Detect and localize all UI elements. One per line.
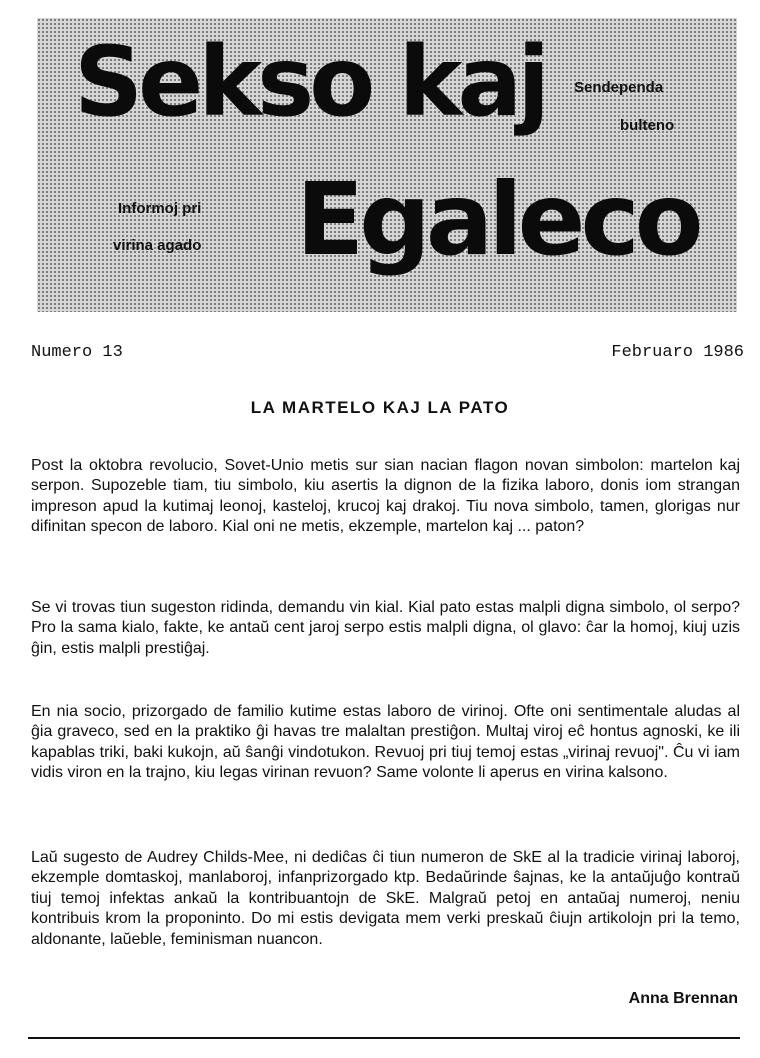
- article-paragraph-4: Laŭ sugesto de Audrey Childs-Mee, ni dediĉas ĉi tiun numeron de SkE al la tradicie virinaj laboroj, ekzemple domtaskoj, manlaboroj, infanprizorgado ktp. Bedaŭrinde ŝajnas, ke la antaŭjuĝo kontraŭ tiuj temoj infektas ankaŭ la kontribuantojn de SkE. Malgraŭ petoj en antaŭaj numeroj, neniu kontribuis krom la proponinto. Do mi estis devigata mem verki preskaŭ ĉiujn artikolojn pri la temo, aldonante, laŭeble, feminisman nuancon.: [31, 849, 740, 948]
- issue-number: Numero 13: [31, 343, 123, 362]
- article-headline: LA MARTELO KAJ LA PATO: [250, 398, 510, 417]
- bottom-rule: [28, 1037, 740, 1039]
- tagline-independent: Sendependa: [574, 79, 664, 96]
- tagline-bulletin: bulteno: [620, 117, 675, 134]
- newsletter-title-line-2: Egaleco: [296, 161, 699, 278]
- tagline-information: Informoj pri: [118, 200, 202, 217]
- article-paragraph-2: Se vi trovas tiun sugeston ridinda, demandu vin kial. Kial pato estas malpli digna simbolo, ol serpo? Pro la sama kialo, fakte, ke antaŭ cent jaroj serpo estis malpli digna, ol glavo: ĉar la homoj, kiuj uzis ĝin, estis malpli prestiĝaj.: [31, 599, 740, 657]
- issue-date: Februaro 1986: [611, 343, 744, 362]
- newsletter-title-line-1: Sekso kaj: [74, 26, 546, 138]
- article-paragraph-1: Post la oktobra revolucio, Sovet-Unio metis sur sian nacian flagon novan simbolon: martelon kaj serpon. Supozeble tiam, tiu simbolo, kiu asertis la dignon de la fizika laboro, donis iom strangan impreson apud la kutimaj leonoj, kasteloj, krucoj kaj drakoj. Tiu nova simbolo, tamen, glorigas nur difinitan specon de laboro. Kial oni ne metis, ekzemple, martelon kaj ... paton?: [31, 457, 740, 536]
- tagline-womens-activity: virina agado: [113, 237, 202, 254]
- article-author: Anna Brennan: [628, 990, 738, 1007]
- article-paragraph-3: En nia socio, prizorgado de familio kutime estas laboro de virinoj. Ofte oni sentimentale aludas al ĝia graveco, sed en la praktiko ĝi havas tre malaltan prestiĝon. Multaj viroj eĉ hontus agnoski, ke ili kapablas triki, baki kukojn, aŭ ŝanĝi vindotukon. Revuoj pri tiuj temoj estas „virinaj revuoj". Ĉu vi iam vidis viron en la trajno, kiu legas virinan revuon? Same volonte li aperus en virina kalsono.: [31, 703, 740, 782]
